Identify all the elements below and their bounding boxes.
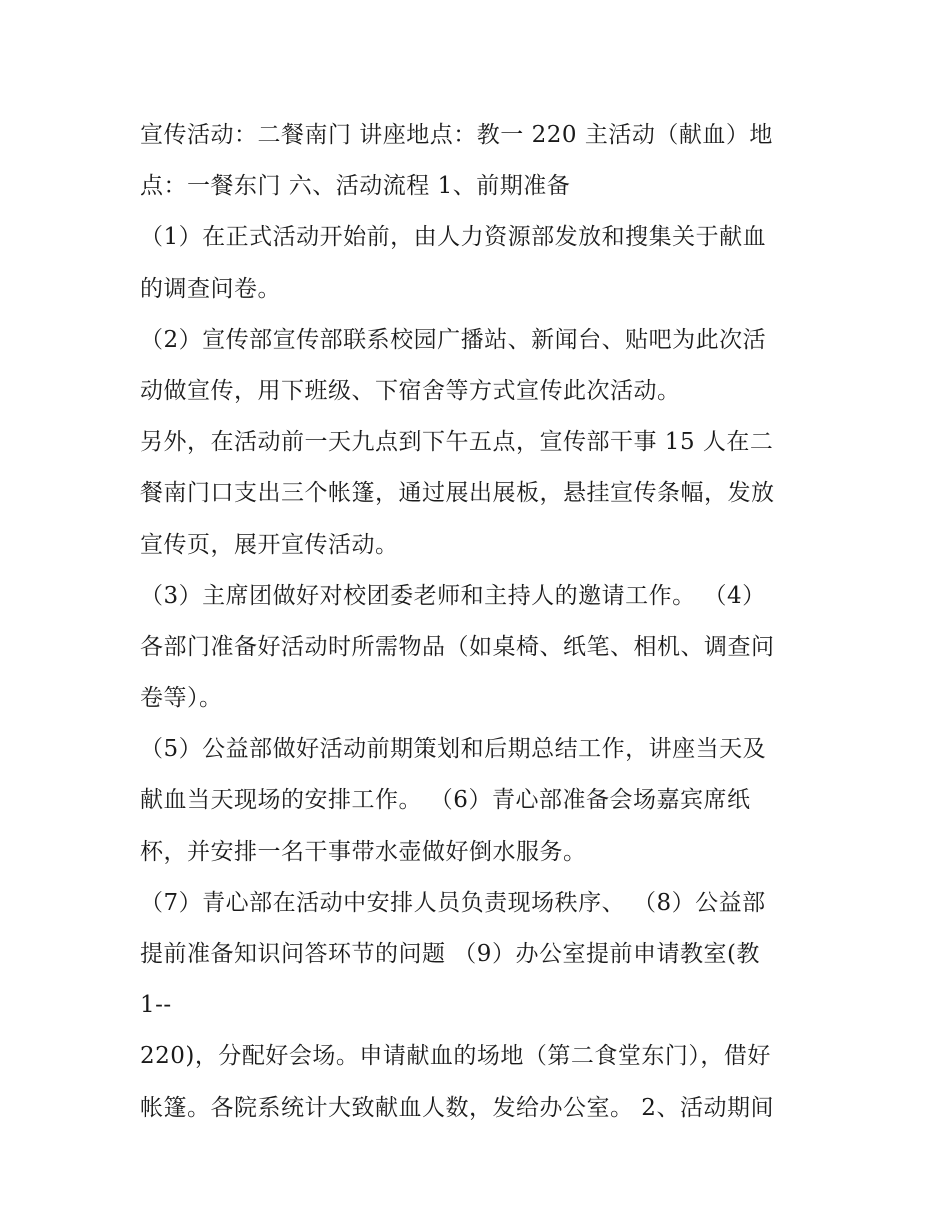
text-line-6: 动做宣传，用下班级、下宿舍等方式宣传此次活动。: [140, 377, 681, 404]
text-line-9: 宣传页，展开宣传活动。: [140, 531, 399, 558]
text-line-7: 另外，在活动前一天九点到下午五点，宣传部干事 15 人在二: [140, 429, 774, 456]
text-line-20: 帐篷。各院系统计大致献血人数，发给办公室。 2、活动期间: [140, 1094, 774, 1121]
text-line-13: （5）公益部做好活动前期策划和后期总结工作，讲座当天及: [140, 736, 767, 763]
text-line-11: 各部门准备好活动时所需物品（如桌椅、纸笔、相机、调查问: [140, 633, 775, 660]
text-line-1: 宣传活动：二餐南门 讲座地点：教一 220 主活动（献血）地: [140, 122, 773, 148]
text-line-14: 献血当天现场的安排工作。 （6）青心部准备会场嘉宾席纸: [140, 787, 751, 814]
text-line-2: 点：一餐东门 六、活动流程 1、前期准备: [140, 173, 571, 200]
text-line-8: 餐南门口支出三个帐篷，通过展出展板，悬挂宣传条幅，发放: [140, 480, 775, 507]
document-body: [140, 110, 820, 1134]
text-line-10: （3）主席团做好对校团委老师和主持人的邀请工作。 （4）: [140, 582, 766, 609]
text-line-16: （7）青心部在活动中安排人员负责现场秩序、 （8）公益部: [140, 889, 766, 916]
text-line-17: 提前准备知识问答环节的问题 （9）办公室提前申请教室(教: [140, 941, 760, 967]
text-line-3: （1）在正式活动开始前，由人力资源部发放和搜集关于献血: [140, 224, 767, 251]
text-line-12: 卷等）。: [140, 685, 223, 712]
text-line-5: （2）宣传部宣传部联系校园广播站、新闻台、贴吧为此次活: [140, 326, 767, 353]
text-line-15: 杯，并安排一名干事带水壶做好倒水服务。: [140, 838, 587, 865]
text-line-18: 1--: [140, 992, 172, 1019]
text-line-19: 220)，分配好会场。申请献血的场地（第二食堂东门），借好: [140, 1043, 771, 1070]
text-line-4: 的调查问卷。: [140, 275, 281, 302]
